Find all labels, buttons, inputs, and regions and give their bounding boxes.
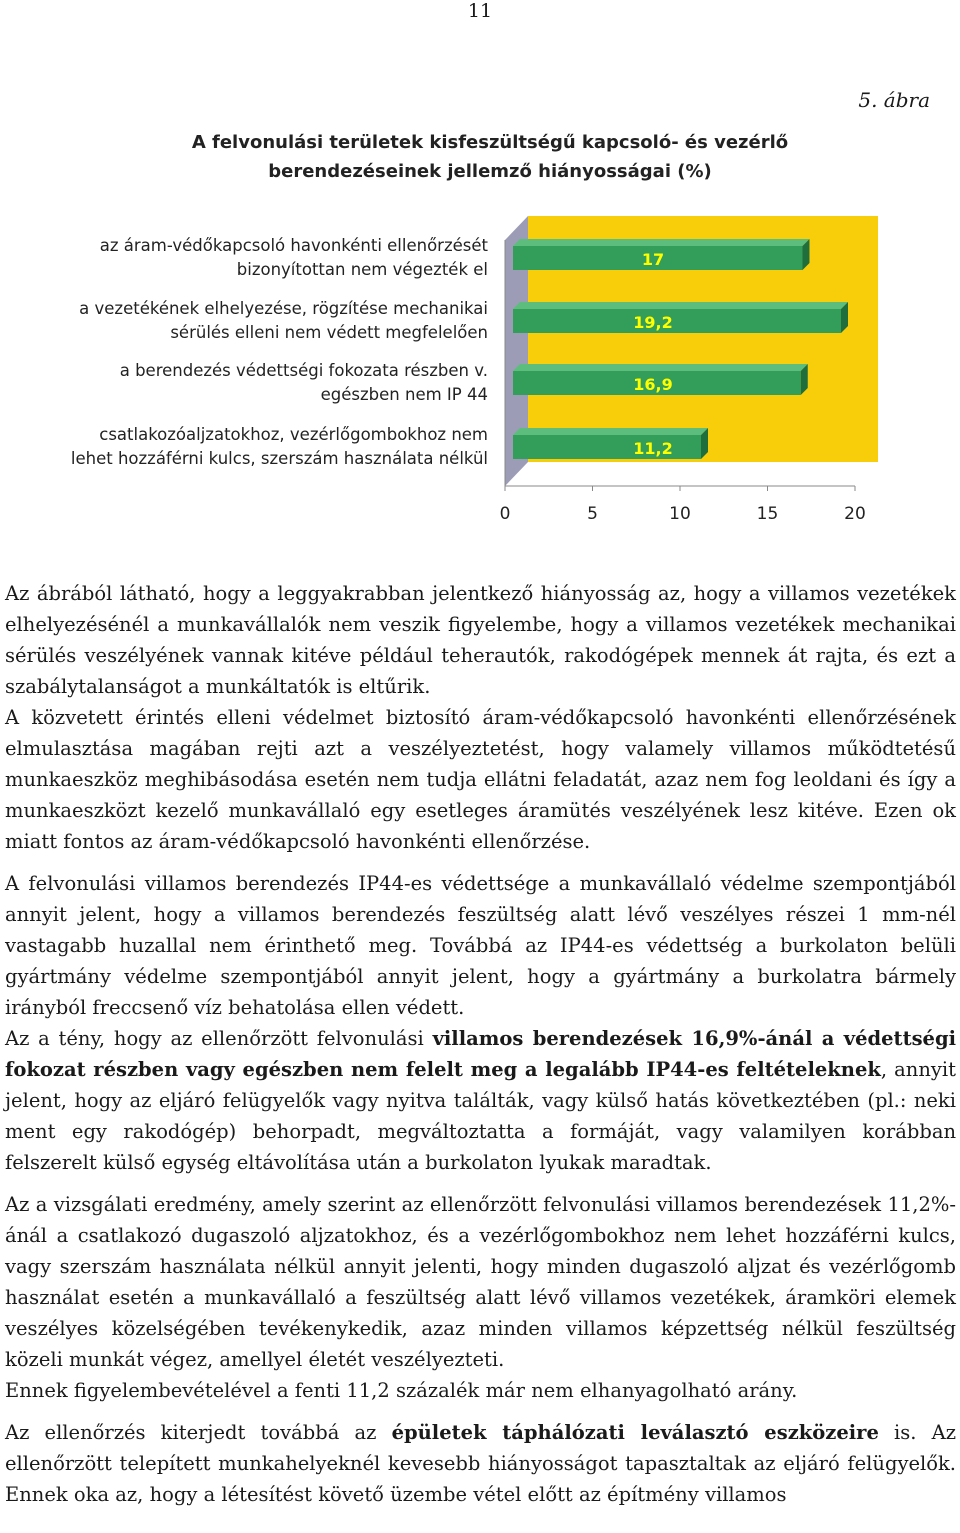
paragraph (5, 1417, 956, 1510)
category-label: az áram-védőkapcsoló havonkénti ellenőrzését (99, 236, 488, 255)
text-run: Az ellenőrzés kiterjedt továbbá az (5, 1421, 392, 1444)
bar-top-face (513, 302, 848, 309)
text-run: A felvonulási villamos berendezés IP44-es védettsége a munkavállaló védelme szempontjából annyit jelent, hogy a villamos berendezés feszültség alatt lévő veszélyes részei 1 mm-nél vastagabb huzallal nem érinthető meg. Továbbá az IP44-es védettség a burkolaton belüli gyártmány védelme szempontjából annyit jelent, hogy a gyártmány a burkolatra bármely irányból freccsenő víz behatolása ellen védett. (5, 872, 956, 1019)
category-label: sérülés elleni nem védett megfelelően (170, 323, 488, 342)
bold-text: villamos berendezések 16,9%-ánál a védettségi fokozat részben vagy egészben nem felelt meg a legalább IP44-es feltételeknek (5, 1027, 957, 1081)
category-label: lehet hozzáférni kulcs, szerszám használata nélkül (70, 449, 488, 468)
bar (513, 309, 841, 333)
x-tick-label: 15 (756, 504, 779, 524)
paragraph (5, 868, 956, 1023)
bar-top-face (513, 428, 708, 435)
bar-value-label: 19,2 (633, 313, 673, 332)
bold-text: épületek táphálózati leválasztó eszközeire (391, 1421, 879, 1444)
x-tick-label: 20 (844, 504, 866, 524)
x-tick-label: 10 (669, 504, 691, 524)
x-tick-label: 5 (587, 504, 598, 524)
bar-top-face (513, 364, 808, 371)
chart-title-line: berendezéseinek jellemző hiányosságai (%) (268, 161, 712, 182)
text-run: is. Az ellenőrzött telepített munkahelyeknél kevesebb hiányosságot tapasztaltak az eljáró felügyelők. Ennek oka az, hogy a létesítést követő üzembe vétel előtt az építmény villamos (5, 1421, 956, 1506)
category-label: a vezetékének elhelyezése, rögzítése mechanikai (79, 299, 488, 318)
text-run: , annyit jelent, hogy az eljáró felügyelők vagy nyitva találták, vagy külső hatás következtében (pl.: neki ment egy rakodógép) behorpadt, megváltoztatta a formáját, vagy valamilyen korábban felszerelt külső egység eltávolítása után a burkolaton lyukak maradtak. (5, 1058, 956, 1174)
chart-title (170, 128, 810, 186)
bar-value-label: 17 (641, 250, 665, 269)
paragraph (5, 1375, 956, 1406)
paragraph (5, 702, 956, 857)
category-label: csatlakozóaljzatokhoz, vezérlőgombokhoz nem (99, 425, 488, 444)
text-run: Az ábrából látható, hogy a leggyakrabban jelentkező hiányosság az, hogy a villamos vezetékek elhelyezésénél a munkavállalók nem veszik figyelembe, hogy a villamos vezetékek mechanikai sérülés veszélyének vannak kitéve például teherautók, rakodógépek mennek át rajta, és ezt a szabálytalanságot a munkáltatók is eltűrik. (5, 582, 956, 698)
figure-label: 5. ábra (858, 88, 930, 112)
category-label: bizonyítottan nem végezték el (236, 260, 488, 279)
body-text (5, 578, 956, 1510)
text-run: A közvetett érintés elleni védelmet biztosító áram-védőkapcsoló havonkénti ellenőrzésének elmulasztása magában rejti azt a veszélyeztetést, hogy valamely villamos működtetésű munkaeszköz meghibásodása esetén nem tudja ellátni feladatát, azaz nem fog leoldani és így a munkaeszközt kezelő munkavállaló egy esetleges áramütés veszélyének lesz kitéve. Ezen ok miatt fontos az áram-védőkapcsoló havonkénti ellenőrzése. (5, 706, 956, 853)
category-label: a berendezés védettségi fokozata részben v. (119, 361, 488, 380)
bar-value-label: 11,2 (633, 439, 673, 458)
text-run: Ennek figyelembevételével a fenti 11,2 százalék már nem elhanyagolható arány. (5, 1379, 798, 1402)
category-label: egészben nem IP 44 (320, 385, 488, 404)
bar-top-face (513, 239, 810, 246)
paragraph (5, 1189, 956, 1375)
paragraph (5, 1023, 956, 1178)
chart-title-line: A felvonulási területek kisfeszültségű kapcsoló- és vezérlő (191, 132, 789, 153)
x-tick-label: 0 (499, 504, 511, 524)
bar-value-label: 16,9 (633, 375, 673, 394)
paragraph (5, 578, 956, 702)
page-number: 11 (467, 0, 493, 22)
text-run: Az a tény, hogy az ellenőrzött felvonulási (5, 1027, 433, 1050)
bar (513, 435, 701, 459)
bar-chart (50, 200, 900, 540)
text-run: Az a vizsgálati eredmény, amely szerint az ellenőrzött felvonulási villamos berendezések 11,2%-ánál a csatlakozó dugaszoló aljzatokhoz, és a vezérlőgombokhoz nem lehet hozzáférni kulcs, vagy szerszám használata nélkül annyit jelenti, hogy minden dugaszoló aljzat és vezérlőgomb használat esetén a munkavállaló a feszültség alatt lévő villamos vezetékek, áramköri elemek veszélyes közelségében tevékenykedik, azaz minden villamos képzettség nélkül feszültség közeli munkát végez, amellyel életét veszélyezteti. (5, 1193, 956, 1371)
